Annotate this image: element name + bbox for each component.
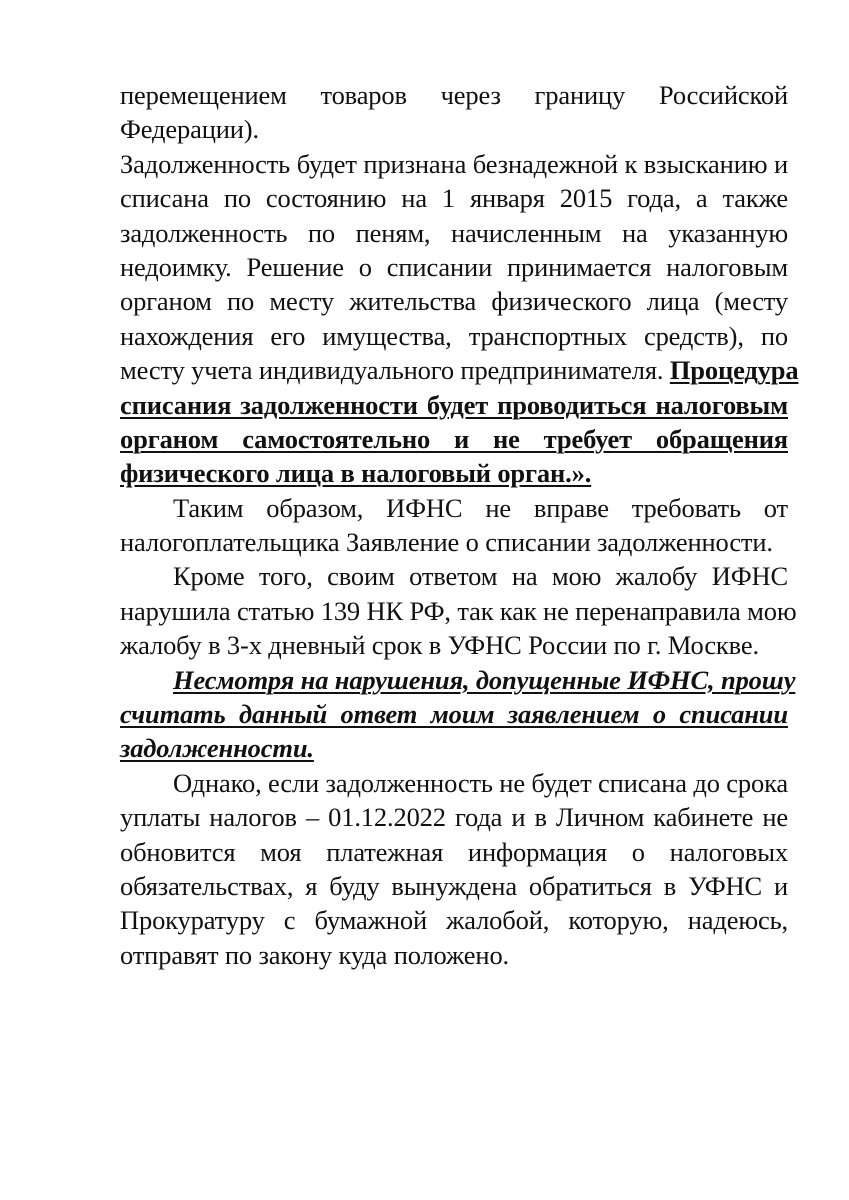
paragraph-continuation [120,78,788,147]
emphasis-line-wrapper [120,731,788,765]
text-line: обязательствах, я буду вынуждена обратиться в УФНС и [120,870,788,901]
text-line: уплаты налогов – 01.12.2022 года и в Личном кабинете не [120,802,788,833]
text-line: Таким образом, ИФНС не вправе требовать от [173,492,788,523]
text-line: Задолженность будет признана безнадежной к взысканию и [120,148,788,179]
emphasis-line: органом самостоятельно и не требует обращения [120,423,788,454]
text-line: органом по месту жительства физического лица (месту [120,286,788,317]
text-line: Прокуратуру с бумажной жалобой, которую, надеюсь, [120,905,788,936]
text-line: нахождения его имущества, транспортных средств), по [120,320,788,351]
emphasis-line: списания задолженности будет проводиться налоговым [120,389,788,420]
text-line: Федерации). [120,114,259,145]
text-line: Однако, если задолженность не будет списана до срока [173,767,789,798]
document-page [120,78,799,972]
emphasis-line-wrapper [120,456,788,490]
paragraph-warning [120,766,788,972]
text-line: задолженность по пеням, начисленным на указанную [120,217,788,248]
text-line: нарушила статью 139 НК РФ, так как не перенаправила мою [120,595,797,626]
emphasis-line: физического лица в налоговый орган.». [120,458,592,489]
text-line: недоимку. Решение о списании принимается налоговым [120,251,788,282]
text-line-mixed [120,353,799,387]
text-line: жалобу в 3-х дневный срок в УФНС России по г. Москве. [120,630,759,661]
text-segment: месту учета индивидуального предпринимателя. [120,355,670,386]
emphasis-line: считать данный ответ моим заявлением о списании [120,699,788,730]
emphasis-line: Несмотря на нарушения, допущенные ИФНС, прошу [173,664,796,695]
text-line: списана по состоянию на 1 января 2015 года, а также [120,183,788,214]
text-line: Кроме того, своим ответом на мою жалобу ИФНС [173,561,788,592]
text-line: налогоплательщика Заявление о списании задолженности. [120,527,773,558]
paragraph-violation [120,559,797,662]
emphasis-segment: Процедура [669,355,799,386]
paragraph-request [120,663,796,766]
emphasis-line: задолженности. [120,733,314,764]
paragraph-quoted-write-off [120,147,799,491]
text-line: перемещением товаров через границу Российской [120,80,788,110]
text-line: обновится моя платежная информация о налоговых [120,836,788,867]
paragraph-conclusion [120,491,788,560]
text-line: отправят по закону куда положено. [120,939,510,970]
